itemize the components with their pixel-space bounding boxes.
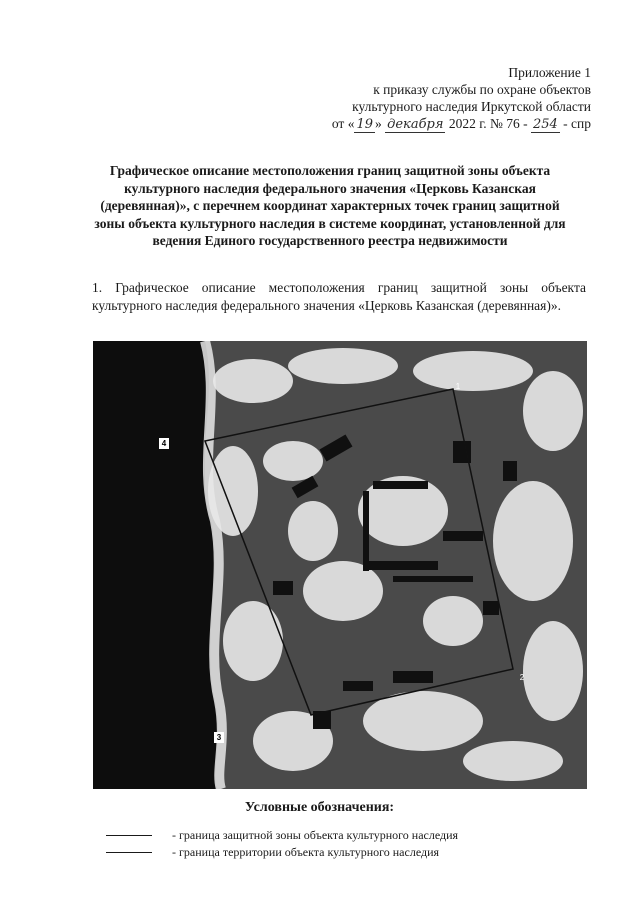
boundary-point-2: 2 (519, 673, 525, 682)
legend-text-protection-zone: - граница защитной зоны объекта культурного наследия (172, 828, 459, 842)
boundary-point-4: 4 (159, 438, 169, 449)
header-block (261, 64, 591, 133)
boundary-point-3: 3 (214, 732, 224, 743)
authority-line: культурного наследия Иркутской области (352, 99, 591, 114)
order-reference-line: к приказу службы по охране объектов (373, 82, 591, 97)
order-date-line (261, 115, 591, 133)
appendix-label: Приложение 1 (508, 65, 591, 80)
order-day: 19 (356, 117, 373, 132)
legend-text-territory: - граница территории объекта культурного наследия (172, 845, 440, 859)
order-mid: » (375, 116, 386, 131)
order-number: 254 (532, 117, 558, 132)
document-title: Графическое описание местоположения границ защитной зоны объекта культурного наследия федерального значения «Церковь Казанская (деревянная)», с перечнем координат характерных точек границ защитной зоны объекта культурного наследия в системе координат, установленной для ведения Единого государственного реестра недвижимости (94, 163, 566, 249)
legend-title: Условные обозначения: (244, 800, 395, 815)
map-image (93, 341, 587, 789)
boundary-point-1: 1 (455, 382, 461, 391)
intro-paragraph: 1. Графическое описание местоположения границ защитной зоны объекта культурного наследия федерального значения «Церковь Казанская (деревянная)». (92, 280, 586, 313)
satellite-map (93, 341, 587, 789)
legend-item-territory (106, 845, 526, 859)
legend-line-territory (106, 852, 152, 853)
order-month: декабря (387, 117, 444, 132)
order-suffix: - спр (559, 116, 591, 131)
order-year: 2022 г. № 76 - (445, 116, 531, 131)
legend-line-protection-zone (106, 835, 152, 836)
legend-item-protection-zone (106, 828, 526, 842)
order-prefix: от « (331, 116, 355, 131)
